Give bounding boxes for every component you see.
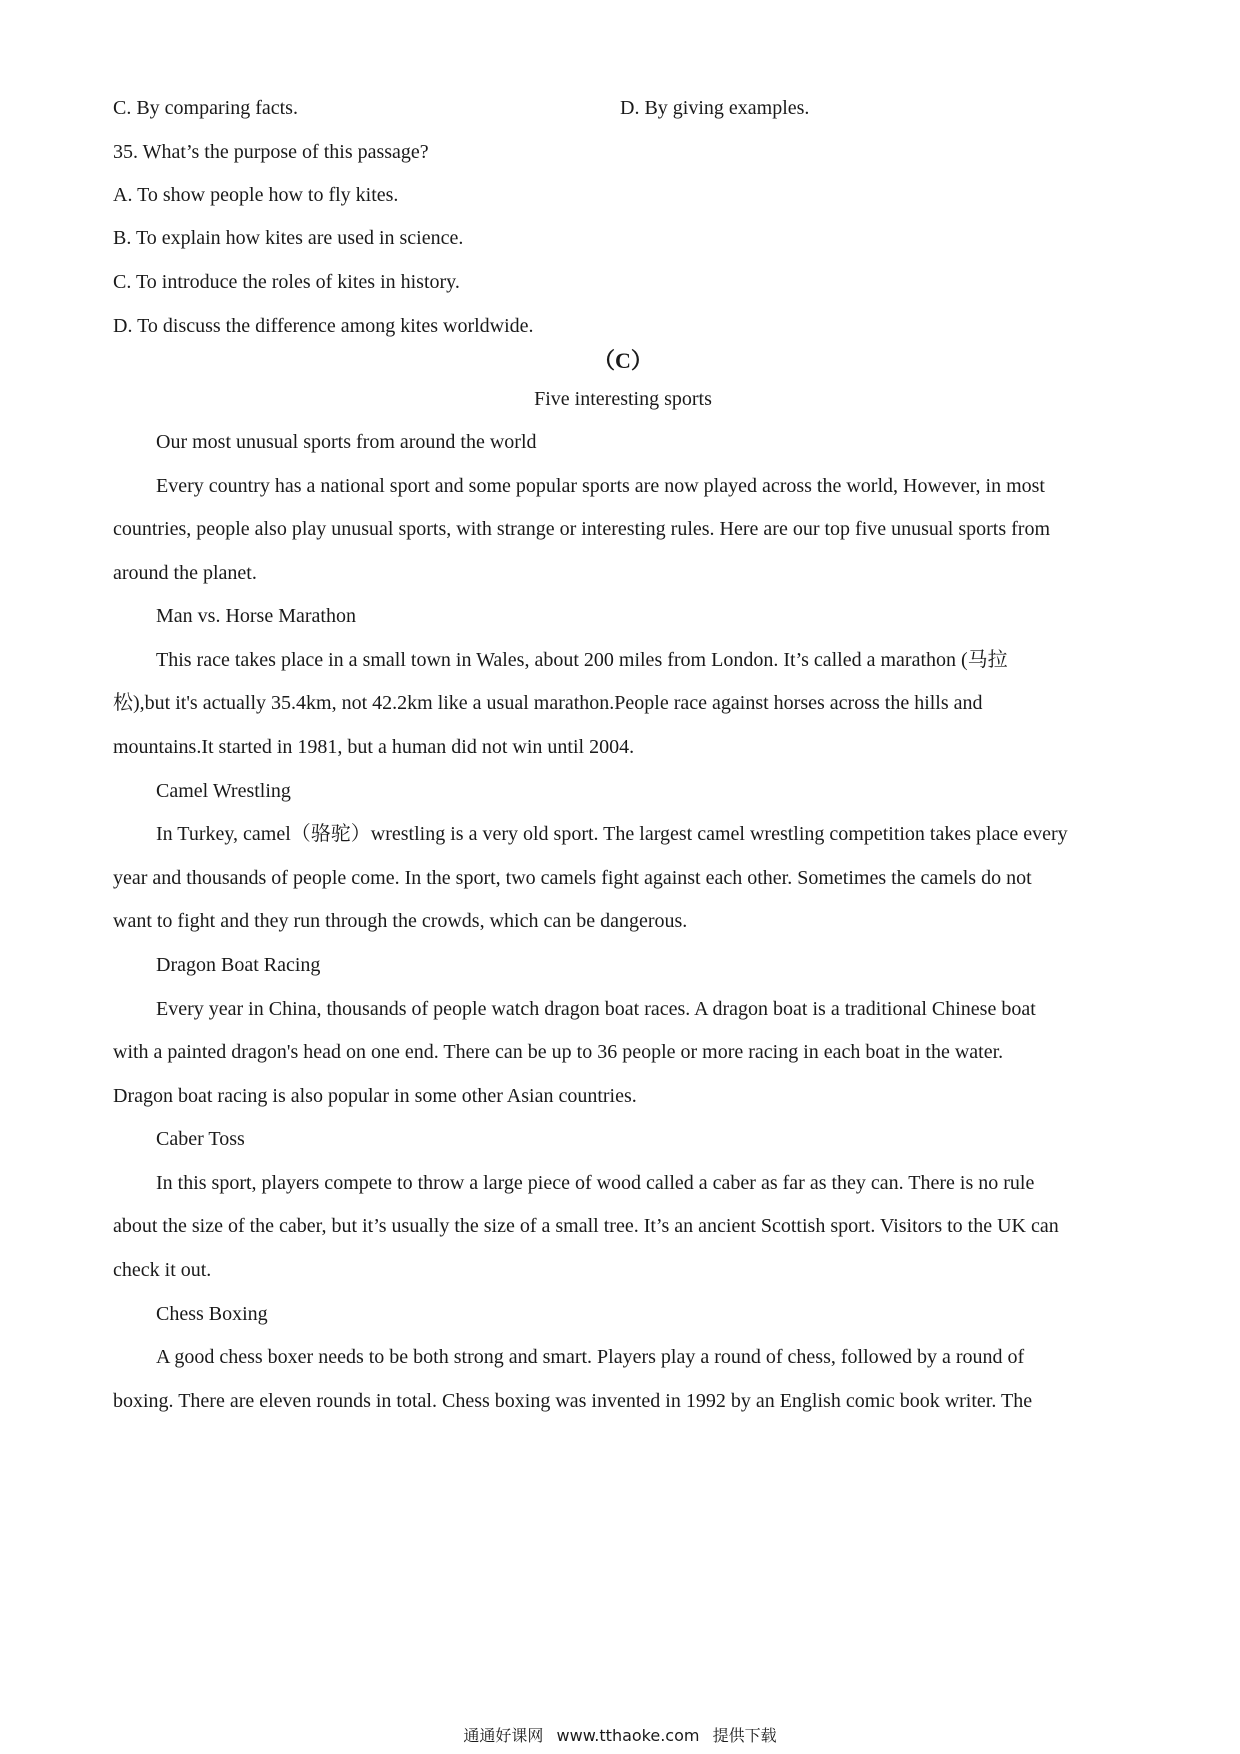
page-footer (0, 1725, 1240, 1747)
sport-line: boxing. There are eleven rounds in total. Chess boxing was invented in 1992 by an English comic book writer. The (113, 1390, 1033, 1412)
sport-line: 松),but it's actually 35.4km, not 42.2km like a usual marathon.People race against horses across the hills and (113, 692, 983, 714)
sport-line: In this sport, players compete to throw a large piece of wood called a caber as far as they can. There is no rule (156, 1172, 1035, 1194)
passage-subtitle: Our most unusual sports from around the world (156, 431, 537, 453)
sport-line: In Turkey, camel（骆驼）wrestling is a very old sport. The largest camel wrestling competition takes place every (156, 823, 1068, 845)
section-label: （C） (593, 348, 653, 373)
sport-line: Dragon boat racing is also popular in some other Asian countries. (113, 1085, 637, 1107)
sport-line: mountains.It started in 1981, but a human did not win until 2004. (113, 736, 635, 758)
passage-title: Five interesting sports (534, 388, 712, 410)
sport-heading: Caber Toss (156, 1128, 245, 1150)
sport-line: year and thousands of people come. In the sport, two camels fight against each other. Sometimes the camels do not (113, 867, 1032, 889)
footer-url[interactable]: www.tthaoke.com (556, 1726, 700, 1745)
sport-line: Every year in China, thousands of people watch dragon boat races. A dragon boat is a traditional Chinese boat (156, 998, 1036, 1020)
q35-option-d: D. To discuss the difference among kites worldwide. (113, 315, 534, 337)
document-page (113, 0, 1133, 1754)
sport-heading: Dragon Boat Racing (156, 954, 321, 976)
q35-option-a: A. To show people how to fly kites. (113, 184, 399, 206)
footer-site-name: 通通好课网 (463, 1726, 544, 1745)
q34-option-d: D. By giving examples. (620, 97, 810, 119)
sport-heading: Camel Wrestling (156, 780, 291, 802)
q35-option-c: C. To introduce the roles of kites in history. (113, 271, 460, 293)
intro-line: countries, people also play unusual sports, with strange or interesting rules. Here are our top five unusual sports from (113, 518, 1051, 540)
sport-line: check it out. (113, 1259, 212, 1281)
sport-line: about the size of the caber, but it’s usually the size of a small tree. It’s an ancient Scottish sport. Visitors to the UK can (113, 1215, 1059, 1237)
q35-question: 35. What’s the purpose of this passage? (113, 141, 429, 163)
intro-line: around the planet. (113, 562, 257, 584)
sport-line: A good chess boxer needs to be both strong and smart. Players play a round of chess, followed by a round of (156, 1346, 1025, 1368)
q35-option-b: B. To explain how kites are used in science. (113, 227, 464, 249)
sport-heading: Chess Boxing (156, 1303, 268, 1325)
sport-line: want to fight and they run through the crowds, which can be dangerous. (113, 910, 688, 932)
q34-option-c: C. By comparing facts. (113, 97, 298, 119)
intro-line: Every country has a national sport and some popular sports are now played across the world, However, in most (156, 475, 1045, 497)
sport-line: with a painted dragon's head on one end. There can be up to 36 people or more racing in each boat in the water. (113, 1041, 1004, 1063)
footer-tagline: 提供下载 (712, 1726, 777, 1745)
sport-line: This race takes place in a small town in Wales, about 200 miles from London. It’s called a marathon (马拉 (156, 649, 1008, 671)
sport-heading: Man vs. Horse Marathon (156, 605, 356, 627)
